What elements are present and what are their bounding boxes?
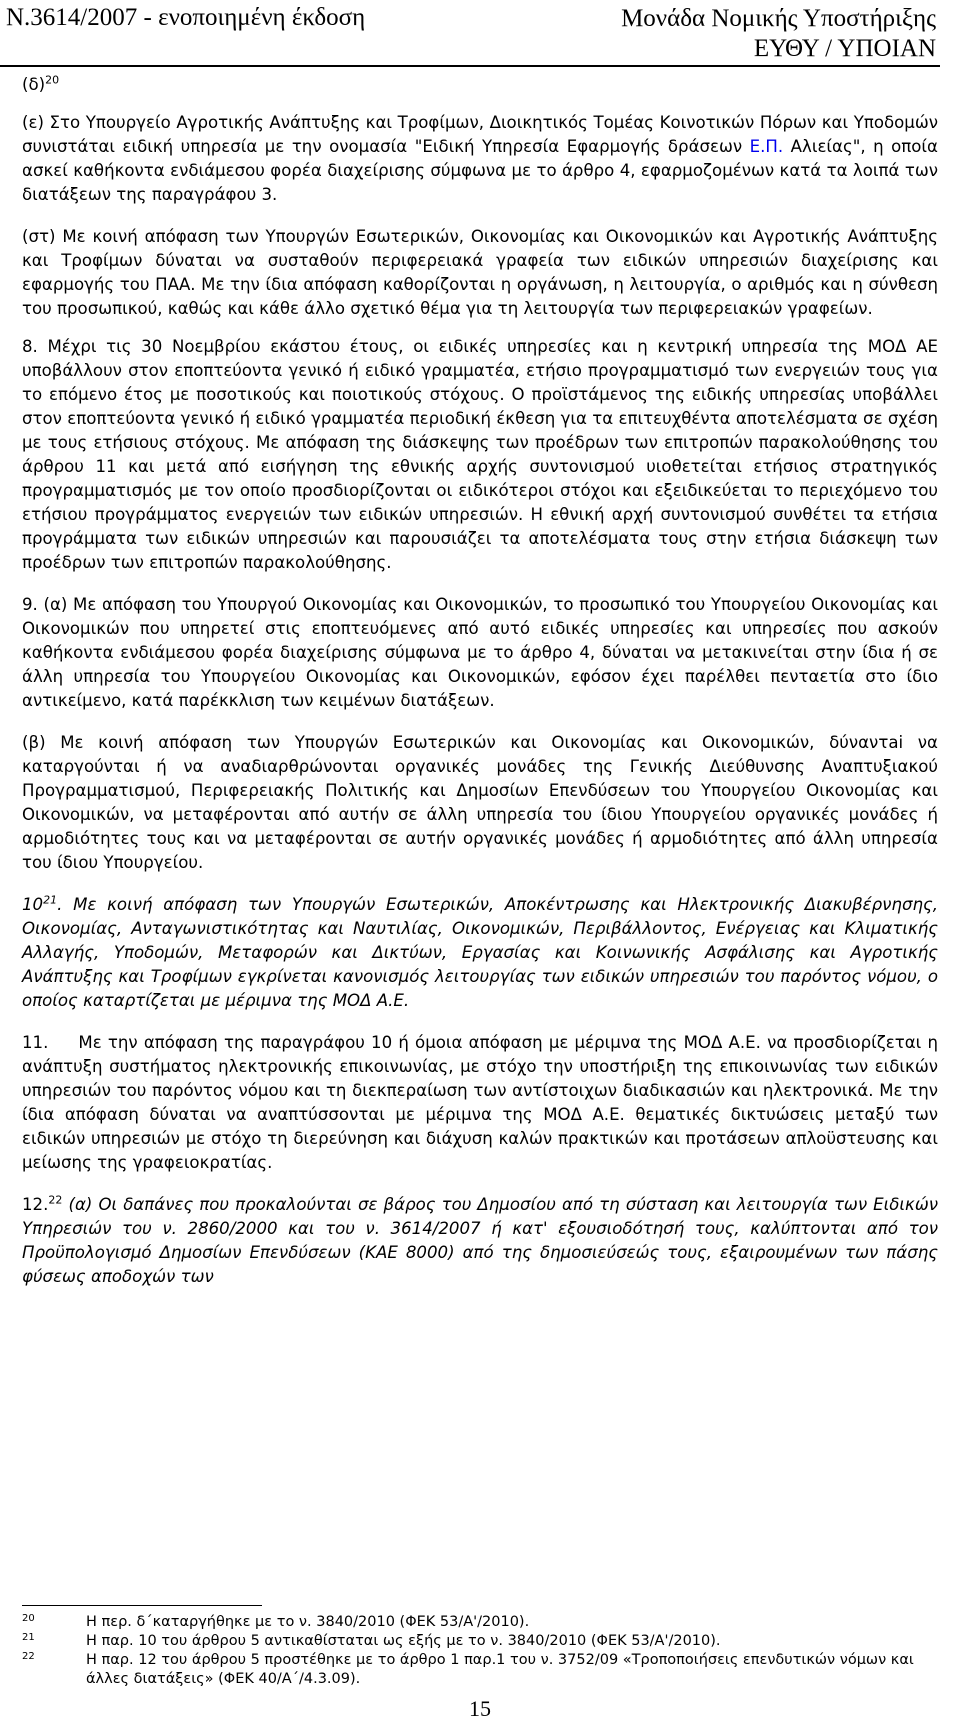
- footnote: [22, 1632, 938, 1651]
- footnote: [22, 1651, 938, 1689]
- paragraph-12: [22, 1193, 938, 1289]
- unit-name: [621, 4, 936, 64]
- paragraph-10-text: . Με κοινή απόφαση των Υπουργών Εσωτερικών, Αποκέντρωσης και Ηλεκτρονικής Διακυβέρνησης, Οικονομίας, Ανταγωνιστικότητας και Ναυτιλίας, Οικονομικών, Περιβάλλοντος, Ενέργειας και Κλιματικής Αλλαγής, Υποδομών, Μεταφορών και Δικτύων, Εργασίας και Κοινωνικής Ασφάλισης και Αγροτικής Ανάπτυξης και Τροφίμων εγκρίνεται κανονισμός λειτουργίας των ειδικών υπηρεσιών του παρόντος νόμου, ο οποίος καταρτίζεται με μέριμνα της ΜΟΔ Α.Ε.: [22, 895, 938, 1010]
- unit-name-line2: ΕΥΘΥ / ΥΠΟΙΑΝ: [753, 35, 936, 62]
- paragraph-epsilon: [22, 111, 938, 207]
- epsilon-text-1: (ε) Στο Υπουργείο Αγροτικής Ανάπτυξης και Τροφίμων, Διοικητικός Τομέας Κοινοτικών Πόρων και Υποδομών συνιστάται ειδική υπηρεσία με την ονομασία "Ειδική Υπηρεσία Εφαρμογής δράσεων: [22, 113, 938, 156]
- paragraph-12-number: 12.: [22, 1195, 49, 1214]
- footnote-ref-20[interactable]: 20: [45, 73, 60, 87]
- epsilon-highlight: Ε.Π.: [749, 137, 784, 156]
- footnote-text: Η περ. δ΄καταργήθηκε με το ν. 3840/2010 (ΦΕΚ 53/Α'/2010).: [86, 1614, 530, 1630]
- footnote-text: Η παρ. 12 του άρθρου 5 προστέθηκε με το άρθρο 1 παρ.1 του ν. 3752/09 «Τροποποιήσεις επενδυτικών νόμων και άλλες διατάξεις» (ΦΕΚ 40/Α΄/4.3.09).: [86, 1652, 914, 1687]
- paragraph-delta: [22, 73, 938, 97]
- paragraph-10-number: 10: [22, 895, 44, 914]
- body-text: [22, 73, 938, 1289]
- paragraph-11: [22, 1031, 938, 1175]
- epsilon-text-2: Αλιείας", η οποία ασκεί καθήκοντα ενδιάμεσου φορέα διαχείρισης σύμφωνα με το άρθρο 4, εφαρμοζομένων κατά τα λοιπά των διατάξεων της παραγράφου 3.: [22, 137, 938, 204]
- paragraph-9b: (β) Με κοινή απόφαση των Υπουργών Εσωτερικών και Οικονομίας και Οικονομικών, δύναντai να καταργούνται ή να αναδιαρθρώνονται οργανικές μονάδες της Γενικής Διεύθυνσης Αναπτυξιακού Προγραμματισμού, Περιφερειακής Πολιτικής και Δημοσίων Επενδύσεων του Υπουργείου Οικονομίας και Οικονομικών, να μεταφέρονται από αυτήν σε άλλη υπηρεσία του ίδιου Υπουργείου οργανικές μονάδες ή αρμοδιότητες τους και να μεταφέρονται σε αυτήν οργανικές μονάδες ή αρμοδιότητες από άλλη υπηρεσία του ίδιου Υπουργείου.: [22, 733, 938, 872]
- footnote-text: Η παρ. 10 του άρθρου 5 αντικαθίσταται ως εξής με το ν. 3840/2010 (ΦΕΚ 53/Α'/2010).: [86, 1633, 721, 1649]
- footnote-ref-22[interactable]: 22: [48, 1193, 63, 1207]
- header-rule: [0, 65, 940, 67]
- footnote-number: 21: [22, 1632, 35, 1643]
- paragraph-11-text: Με την απόφαση της παραγράφου 10 ή όμοια απόφαση με μέριμνα της ΜΟΔ Α.Ε. να προσδιορίζεται η ανάπτυξη συστήματος ηλεκτρονικής επικοινωνίας, με στόχο την υποστήριξη της επικοινωνίας των ειδικών υπηρεσιών του παρόντος νόμου και τη διεκπεραίωση των αντίστοιχων διαδικασιών και ηλεκτρονικά. Με την ίδια απόφαση δύναται να αναπτύσσονται με μέριμνα της ΜΟΔ Α.Ε. θεματικές δικτυώσεις μεταξύ των ειδικών υπηρεσιών με στόχο τη διερεύνηση και διάχυση καλών πρακτικών και προτάσεων απλοϋστευσης και μείωσης της γραφειοκρατίας.: [22, 1033, 938, 1172]
- paragraph-10: [22, 893, 938, 1013]
- footnote-number: 20: [22, 1613, 35, 1624]
- footnote-ref-21[interactable]: 21: [43, 893, 58, 907]
- footnote: [22, 1613, 938, 1632]
- delta-label: (δ): [22, 75, 46, 94]
- footnotes: [22, 1613, 938, 1689]
- footnote-number: 22: [22, 1651, 35, 1662]
- paragraph-8: 8. Μέχρι τις 30 Νοεμβρίου εκάστου έτους, οι ειδικές υπηρεσίες και η κεντρική υπηρεσία της ΜΟΔ ΑΕ υποβάλλουν στον εποπτεύοντα γενικό ή ειδικό γραμματέα, ετήσιο προγραμματισμό των ενεργειών τους για το επόμενο έτος με ποσοτικούς και ποιοτικούς στόχους. Ο προϊστάμενος της ειδικής υπηρεσίας υποβάλλει στον εποπτεύοντα γενικό ή ειδικό γραμματέα περιοδική έκθεση για τα επιτευχθέντα αποτελέσματα σε σχέση με τους ετήσιους στόχους. Με απόφαση της διάσκεψης των προέδρων των επιτροπών παρακολούθησης του άρθρου 11 και μετά από εισήγηση της εθνικής αρχής συντονισμού υιοθετείται ετήσιος στρατηγικός προγραμματισμός με τον οποίο προσδιορίζονται οι ειδικότεροι στόχοι και εξειδικεύεται το περιεχόμενο του ετήσιου προγράμματος ενεργειών των ειδικών υπηρεσιών. Η εθνική αρχή συντονισμού συνθέτει τα ετήσια προγράμματα των ειδικών υπηρεσιών και παρουσιάζει τα αποτελέσματα τους στην ετήσια διάσκεψη των προέδρων των επιτροπών παρακολούθησης.: [22, 337, 938, 572]
- paragraph-12-text: (α) Οι δαπάνες που προκαλούνται σε βάρος του Δημοσίου από τη σύσταση και λειτουργία των Ειδικών Υπηρεσιών του ν. 2860/2000 και του ν. 3614/2007 ή κατ' εξουσιοδότησή τους, καλύπτονται από τον Προϋπολογισμό Δημοσίων Επενδύσεων (ΚΑΕ 8000) από της δημοσιεύσεώς τους, εξαιρουμένων των πάσης φύσεως αποδοχών των: [22, 1195, 938, 1286]
- page-number: 15: [469, 1696, 491, 1721]
- law-title: Ν.3614/2007 - ενοποιημένη έκδοση: [6, 4, 366, 31]
- page-header: [0, 0, 960, 80]
- paragraph-11-number: 11.: [22, 1033, 49, 1052]
- paragraph-9a: 9. (α) Με απόφαση του Υπουργού Οικονομίας και Οικονομικών, το προσωπικό του Υπουργείου Οικονομίας και Οικονομικών που υπηρετεί στις εποπτευόμενες από αυτό ειδικές υπηρεσίες και υπηρεσίες που ασκούν καθήκοντα ενδιάμεσου φορέα διαχείρισης σύμφωνα με το άρθρο 4, δύναται να μετακινείται στην ίδια ή σε άλλη υπηρεσία του Υπουργείου Οικονομίας και Οικονομικών, εφόσον έχει παρέλθει πενταετία στο ίδιο αντικείμενο, κατά παρέκκλιση των κειμένων διατάξεων.: [22, 595, 938, 710]
- footnote-rule: [22, 1605, 262, 1606]
- paragraph-st: (στ) Με κοινή απόφαση των Υπουργών Εσωτερικών, Οικονομίας και Οικονομικών και Αγροτικής Ανάπτυξης και Τροφίμων δύναται να συσταθούν περιφερειακά γραφεία των ειδικών υπηρεσιών διαχείρισης και εφαρμογής του ΠΑΑ. Με την ίδια απόφαση καθορίζονται η οργάνωση, η λειτουργία, ο αριθμός και η σύνθεση του προσωπικού, καθώς και κάθε άλλο σχετικό θέμα για τη λειτουργία των περιφερειακών γραφείων.: [22, 227, 938, 318]
- unit-name-line1: Μονάδα Νομικής Υποστήριξης: [621, 5, 936, 32]
